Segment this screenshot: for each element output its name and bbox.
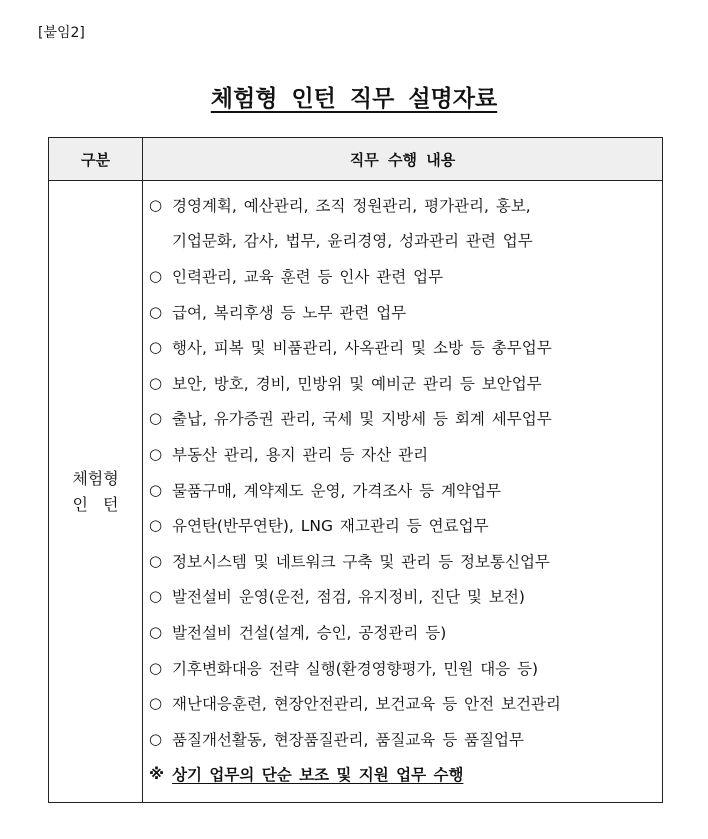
list-item-text: 출납, 유가증권 관리, 국세 및 지방세 등 회계 세무업무 <box>172 410 552 429</box>
header-content: 직무 수행 내용 <box>143 138 663 181</box>
list-item <box>149 472 662 508</box>
duty-description-table <box>48 137 663 803</box>
circle-bullet-icon: ○ <box>149 373 163 392</box>
list-item <box>149 329 662 365</box>
list-item-continuation <box>149 223 662 259</box>
list-item <box>149 685 662 721</box>
list-item <box>149 579 662 615</box>
list-item-text: 기후변화대응 전략 실행(환경영향평가, 민원 대응 등) <box>172 659 539 678</box>
list-item <box>149 436 662 472</box>
category-cell <box>49 181 143 803</box>
list-item-text: 급여, 복리후생 등 노무 관련 업무 <box>172 303 407 322</box>
list-item <box>149 294 662 330</box>
list-item-text: 발전설비 운영(운전, 점검, 유지정비, 진단 및 보전) <box>172 588 525 607</box>
list-item <box>149 401 662 437</box>
document-title-text: 체험형 인턴 직무 설명자료 <box>210 86 498 112</box>
circle-bullet-icon: ○ <box>149 480 163 499</box>
circle-bullet-icon: ○ <box>149 444 163 463</box>
list-item-text: 경영계획, 예산관리, 조직 정원관리, 평가관리, 홍보, <box>172 196 531 215</box>
circle-bullet-icon: ○ <box>149 622 163 641</box>
document-title <box>0 80 708 113</box>
circle-bullet-icon: ○ <box>149 694 163 713</box>
category-line-2: 인턴 <box>72 494 134 514</box>
list-item-text: 발전설비 건설(설계, 승인, 공정관리 등) <box>172 623 447 642</box>
circle-bullet-icon: ○ <box>149 302 163 321</box>
circle-bullet-icon: ○ <box>149 338 163 357</box>
circle-bullet-icon: ○ <box>149 729 163 748</box>
table-header-row <box>49 138 663 181</box>
list-item-text: 품질개선활동, 현장품질관리, 품질교육 등 품질업무 <box>172 730 524 749</box>
list-item <box>149 507 662 543</box>
circle-bullet-icon: ○ <box>149 551 163 570</box>
list-item <box>149 650 662 686</box>
note-item <box>149 757 662 793</box>
list-item-text: 기업문화, 감사, 법무, 윤리경영, 성과관리 관련 업무 <box>172 232 533 251</box>
content-cell <box>143 181 663 803</box>
circle-bullet-icon: ○ <box>149 266 163 285</box>
list-item <box>149 543 662 579</box>
table-body-row <box>49 181 663 803</box>
circle-bullet-icon: ○ <box>149 409 163 428</box>
list-item-text: 물품구매, 계약제도 운영, 가격조사 등 계약업무 <box>172 481 501 500</box>
attachment-label: [붙임2] <box>38 25 85 41</box>
list-item-text: 정보시스템 및 네트워크 구축 및 관리 등 정보통신업무 <box>172 552 550 571</box>
list-item <box>149 187 662 223</box>
list-item <box>149 614 662 650</box>
list-item-text: 보안, 방호, 경비, 민방위 및 예비군 관리 등 보안업무 <box>172 374 542 393</box>
circle-bullet-icon: ○ <box>149 587 163 606</box>
note-text: 상기 업무의 단순 보조 및 지원 업무 수행 <box>172 766 464 785</box>
list-item-text: 유연탄(반무연탄), LNG 재고관리 등 연료업무 <box>172 517 489 536</box>
list-item-text: 재난대응훈련, 현장안전관리, 보건교육 등 안전 보건관리 <box>172 695 561 714</box>
reference-mark-icon: ※ <box>149 765 165 784</box>
list-item-text: 행사, 피복 및 비품관리, 사옥관리 및 소방 등 총무업무 <box>172 339 552 358</box>
list-item-text: 부동산 관리, 용지 관리 등 자산 관리 <box>172 445 429 464</box>
header-category: 구분 <box>49 138 143 181</box>
list-item <box>149 721 662 757</box>
circle-bullet-icon: ○ <box>149 195 163 214</box>
list-item-text: 인력관리, 교육 훈련 등 인사 관련 업무 <box>172 267 444 286</box>
circle-bullet-icon: ○ <box>149 516 163 535</box>
category-line-1: 체험형 <box>72 468 119 488</box>
list-item <box>149 258 662 294</box>
circle-bullet-icon: ○ <box>149 658 163 677</box>
list-item <box>149 365 662 401</box>
